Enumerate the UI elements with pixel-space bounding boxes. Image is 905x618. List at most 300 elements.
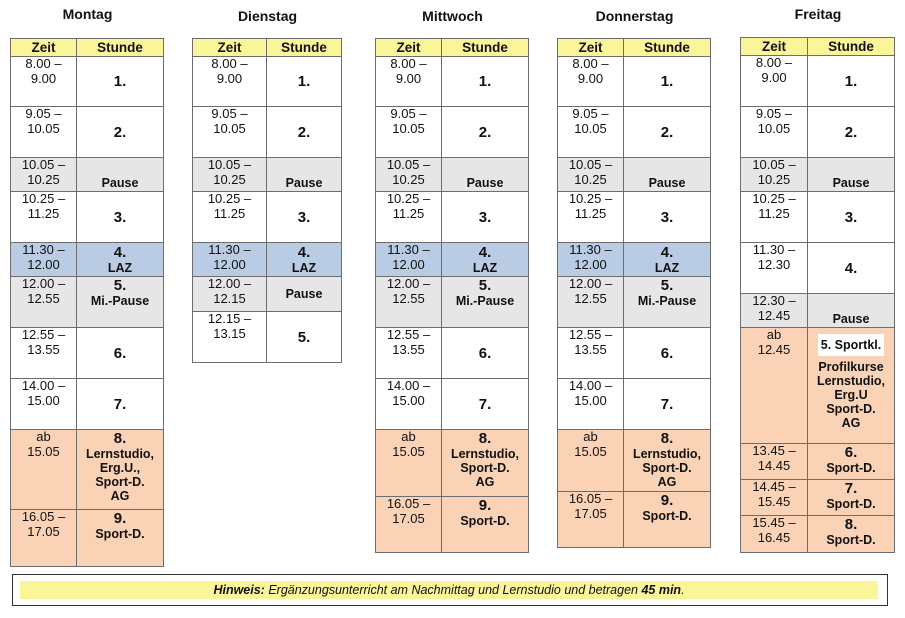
period-label: Pause <box>285 287 323 301</box>
time-cell <box>193 57 267 107</box>
time-line: 8.00 – <box>390 56 427 71</box>
time-cell <box>11 328 77 379</box>
time-line: 13.15 <box>213 325 246 341</box>
time-line: 10.25 <box>574 171 607 187</box>
period-label: Erg.U <box>834 388 868 402</box>
period-row <box>741 107 895 158</box>
time-line: 12.55 – <box>21 327 66 342</box>
period-row <box>11 192 164 243</box>
period-row <box>558 277 711 328</box>
period-row <box>376 379 529 430</box>
time-cell <box>11 192 77 243</box>
period-number: 4. <box>844 259 858 277</box>
time-line: 8.00 – <box>572 56 609 71</box>
period-row <box>11 243 164 277</box>
period-cell <box>267 312 342 363</box>
header-row <box>11 39 164 57</box>
period-cell <box>267 57 342 107</box>
period-number: 2. <box>478 123 492 141</box>
time-line: 8.00 – <box>211 56 248 71</box>
time-line: 9.05 – <box>390 106 427 121</box>
time-line: ab <box>36 429 51 444</box>
period-number: 2. <box>660 123 674 141</box>
header-row <box>193 39 342 57</box>
period-row <box>376 328 529 379</box>
time-line: 10.05 <box>213 120 246 136</box>
period-label: Erg.U., <box>99 461 141 475</box>
period-number: 1. <box>844 72 858 90</box>
time-line: 10.25 – <box>21 191 66 206</box>
hint-end: . <box>681 583 685 597</box>
period-number: 4. <box>113 244 127 261</box>
period-number: 6. <box>113 344 127 362</box>
time-line: 16.05 – <box>386 496 431 511</box>
time-line: 12.00 – <box>21 276 66 291</box>
period-row <box>376 243 529 277</box>
period-label: Mi.-Pause <box>637 294 697 308</box>
period-cell <box>442 497 529 553</box>
period-number: 9. <box>113 510 127 527</box>
time-line: 12.45 <box>757 341 791 357</box>
period-cell <box>77 510 164 567</box>
period-row <box>193 107 342 158</box>
period-label: Sport-D. <box>460 461 510 475</box>
period-row <box>11 57 164 107</box>
period-number: 1. <box>297 73 311 90</box>
time-line: 12.55 – <box>386 327 431 342</box>
period-number: 2. <box>297 123 311 141</box>
time-cell <box>741 243 808 294</box>
time-cell <box>741 516 808 553</box>
period-label: Lernstudio, <box>632 447 702 461</box>
period-row <box>741 243 895 294</box>
time-cell <box>558 430 624 492</box>
time-cell <box>193 243 267 277</box>
time-line: ab <box>766 327 782 342</box>
time-line: 11.25 <box>27 205 60 221</box>
time-cell <box>741 480 808 516</box>
period-number: 6. <box>844 444 858 461</box>
time-line: 15.05 <box>392 443 425 459</box>
time-line: 13.45 – <box>752 443 796 458</box>
time-line: 12.45 <box>757 307 791 323</box>
time-line: 14.00 – <box>386 378 431 393</box>
hint-label: Hinweis: <box>213 583 265 597</box>
period-number: 6. <box>660 344 674 362</box>
period-cell <box>624 158 711 192</box>
period-label: AG <box>841 416 861 430</box>
header-row <box>558 39 711 57</box>
time-cell <box>558 328 624 379</box>
time-line: 10.05 – <box>207 157 252 172</box>
time-line: 15.05 <box>574 443 607 459</box>
time-line: 9.05 – <box>25 106 62 121</box>
time-line: 15.00 <box>27 392 60 408</box>
time-line: 14.45 <box>757 457 791 473</box>
hint-banner <box>20 581 878 599</box>
period-row <box>741 480 895 516</box>
period-number: 5. <box>297 328 311 346</box>
time-line: 12.55 <box>574 290 607 306</box>
period-cell <box>442 328 529 379</box>
period-row <box>193 192 342 243</box>
time-line: 14.00 – <box>21 378 66 393</box>
period-number: 7. <box>478 395 492 413</box>
period-number: 2. <box>113 123 127 141</box>
period-number: 7. <box>844 480 858 497</box>
time-line: 10.05 – <box>568 157 613 172</box>
time-line: 10.05 <box>757 120 791 136</box>
period-label: Pause <box>648 176 686 190</box>
time-line: 14.45 – <box>752 479 796 494</box>
time-line: 12.55 <box>27 290 60 306</box>
time-line: 16.05 – <box>568 491 613 506</box>
period-label: Lernstudio, <box>816 374 886 388</box>
period-row <box>11 277 164 328</box>
time-line: 15.45 <box>757 493 791 509</box>
period-cell <box>267 192 342 243</box>
time-line: 13.55 <box>574 341 607 357</box>
period-cell <box>808 243 895 294</box>
period-cell <box>442 192 529 243</box>
period-label: AG <box>110 489 130 503</box>
header-zeit: Zeit <box>376 39 442 57</box>
time-cell <box>11 57 77 107</box>
period-row <box>376 158 529 192</box>
time-cell <box>741 56 808 107</box>
period-label: Pause <box>285 176 323 190</box>
period-row <box>741 56 895 107</box>
time-cell <box>376 192 442 243</box>
period-row <box>741 158 895 192</box>
period-number: 5. <box>478 277 492 294</box>
period-number: 8. <box>113 430 127 447</box>
time-line: 12.15 – <box>207 311 252 326</box>
period-label: LAZ <box>107 261 133 275</box>
period-cell <box>808 158 895 192</box>
time-cell <box>741 294 808 328</box>
period-row <box>741 294 895 328</box>
time-line: 11.25 <box>392 205 425 221</box>
time-line: 10.25 – <box>752 191 796 206</box>
time-cell <box>193 107 267 158</box>
period-number: 5. <box>660 277 674 294</box>
time-cell <box>11 243 77 277</box>
time-line: 17.05 <box>392 510 425 526</box>
time-line: 10.05 – <box>21 157 66 172</box>
period-cell <box>77 243 164 277</box>
period-row <box>11 158 164 192</box>
period-row <box>11 510 164 567</box>
time-line: ab <box>583 429 598 444</box>
day-title: Dienstag <box>237 8 298 24</box>
time-cell <box>11 430 77 510</box>
period-number: 3. <box>297 208 311 226</box>
period-cell <box>442 379 529 430</box>
period-cell <box>624 492 711 548</box>
time-line: 17.05 <box>574 505 607 521</box>
time-line: 12.30 – <box>752 293 796 308</box>
period-label: Sport-D. <box>460 514 510 528</box>
period-number: 4. <box>297 244 311 261</box>
time-line: 16.05 – <box>21 509 66 524</box>
period-row <box>376 277 529 328</box>
time-cell <box>558 379 624 430</box>
hint-duration: 45 min <box>641 583 682 597</box>
time-line: 10.25 <box>757 171 791 187</box>
time-cell <box>558 107 624 158</box>
period-label: Sport-D. <box>95 527 145 541</box>
period-cell <box>77 430 164 510</box>
period-number: 7. <box>660 395 674 413</box>
period-row <box>558 492 711 548</box>
time-line: 9.00 <box>30 70 57 86</box>
time-line: 11.25 <box>758 205 790 221</box>
period-cell <box>624 430 711 492</box>
period-cell <box>808 328 895 444</box>
period-number: 2. <box>844 123 858 141</box>
time-line: 12.00 <box>213 256 246 272</box>
period-number: 3. <box>844 208 858 226</box>
time-cell <box>193 158 267 192</box>
header-zeit: Zeit <box>741 38 808 56</box>
period-row <box>376 430 529 497</box>
period-number: 1. <box>113 73 127 90</box>
time-line: 10.25 <box>392 171 425 187</box>
time-line: 9.00 <box>577 70 604 86</box>
schedule-table <box>375 38 529 553</box>
time-line: 9.00 <box>216 70 243 86</box>
time-line: 12.55 – <box>568 327 613 342</box>
time-line: 10.05 – <box>752 157 796 172</box>
period-label: Mi.-Pause <box>455 294 515 308</box>
time-cell <box>558 192 624 243</box>
time-line: 17.05 <box>27 523 60 539</box>
period-row <box>193 243 342 277</box>
time-cell <box>376 243 442 277</box>
period-label: Pause <box>832 176 870 190</box>
header-stunde: Stunde <box>77 39 164 57</box>
period-number: 5. <box>113 277 127 294</box>
period-cell <box>267 243 342 277</box>
period-label: Pause <box>101 176 139 190</box>
time-line: 14.00 – <box>568 378 613 393</box>
period-cell <box>77 192 164 243</box>
sportklasse-label: 5. Sportkl. <box>818 334 884 356</box>
period-label: Profilkurse <box>818 360 884 374</box>
period-label: Lernstudio, <box>450 447 520 461</box>
period-cell <box>267 158 342 192</box>
period-label: LAZ <box>291 261 317 275</box>
time-line: 15.00 <box>574 392 607 408</box>
period-cell <box>442 430 529 497</box>
time-line: 11.30 – <box>387 242 430 257</box>
period-cell <box>624 243 711 277</box>
header-row <box>376 39 529 57</box>
period-number: 9. <box>660 492 674 509</box>
time-cell <box>11 277 77 328</box>
time-cell <box>558 158 624 192</box>
time-line: 12.00 <box>392 256 425 272</box>
period-cell <box>442 158 529 192</box>
period-row <box>558 158 711 192</box>
time-cell <box>376 497 442 553</box>
time-cell <box>376 158 442 192</box>
time-line: ab <box>401 429 416 444</box>
schedule-table <box>557 38 711 548</box>
period-number: 9. <box>478 497 492 514</box>
period-row <box>558 430 711 492</box>
period-label: LAZ <box>472 261 498 275</box>
time-line: 12.00 <box>27 256 60 272</box>
period-row <box>741 328 895 444</box>
period-row <box>558 57 711 107</box>
time-cell <box>741 328 808 444</box>
time-line: 12.00 – <box>386 276 431 291</box>
period-number: 4. <box>660 244 674 261</box>
time-line: 9.00 <box>395 70 422 86</box>
period-cell <box>624 328 711 379</box>
period-label: Sport-D. <box>826 497 876 511</box>
time-cell <box>558 243 624 277</box>
period-row <box>376 192 529 243</box>
period-cell <box>77 107 164 158</box>
time-cell <box>376 277 442 328</box>
header-zeit: Zeit <box>11 39 77 57</box>
period-cell <box>442 107 529 158</box>
time-line: 10.25 – <box>207 191 252 206</box>
period-cell <box>808 480 895 516</box>
period-cell <box>77 379 164 430</box>
period-row <box>193 277 342 312</box>
time-line: 11.30 – <box>569 242 612 257</box>
period-number: 4. <box>478 244 492 261</box>
time-cell <box>376 57 442 107</box>
period-cell <box>624 379 711 430</box>
period-cell <box>77 328 164 379</box>
period-label: LAZ <box>654 261 680 275</box>
time-cell <box>193 192 267 243</box>
time-line: 10.25 <box>27 171 60 187</box>
time-cell <box>376 107 442 158</box>
time-cell <box>193 312 267 363</box>
period-cell <box>624 57 711 107</box>
time-line: 16.45 <box>757 529 791 545</box>
period-row <box>11 379 164 430</box>
period-cell <box>808 107 895 158</box>
period-cell <box>77 277 164 328</box>
period-number: 8. <box>844 516 858 533</box>
time-cell <box>558 277 624 328</box>
period-row <box>558 107 711 158</box>
period-label: AG <box>657 475 677 489</box>
time-line: 15.05 <box>27 443 60 459</box>
period-number: 6. <box>478 344 492 362</box>
time-line: 10.05 <box>27 120 60 136</box>
period-label: Sport-D. <box>642 461 692 475</box>
period-number: 1. <box>478 73 492 90</box>
period-cell <box>808 192 895 243</box>
time-line: 11.30 – <box>208 242 251 257</box>
period-row <box>376 57 529 107</box>
period-row <box>376 497 529 553</box>
period-number: 3. <box>660 208 674 226</box>
time-line: 12.55 <box>392 290 425 306</box>
period-row <box>11 430 164 510</box>
time-line: 13.55 <box>392 341 425 357</box>
header-stunde: Stunde <box>267 39 342 57</box>
hint-text: Ergänzungsunterricht am Nachmittag und Lernstudio und betragen <box>264 583 642 597</box>
period-label: Sport-D. <box>642 509 692 523</box>
time-line: 11.30 – <box>22 242 65 257</box>
period-cell <box>808 294 895 328</box>
period-label: Mi.-Pause <box>90 294 150 308</box>
time-cell <box>741 192 808 243</box>
time-line: 10.25 – <box>386 191 431 206</box>
period-label: Sport-D. <box>826 533 876 547</box>
period-label: Lernstudio, <box>85 447 155 461</box>
period-cell <box>442 277 529 328</box>
time-line: 12.00 – <box>568 276 613 291</box>
period-row <box>558 379 711 430</box>
time-line: 12.00 – <box>207 276 252 291</box>
period-label: Pause <box>832 312 870 326</box>
period-row <box>193 57 342 107</box>
period-row <box>558 243 711 277</box>
period-cell <box>77 57 164 107</box>
header-stunde: Stunde <box>442 39 529 57</box>
header-stunde: Stunde <box>624 39 711 57</box>
period-row <box>558 328 711 379</box>
schedule-table <box>740 37 895 553</box>
period-cell <box>808 56 895 107</box>
period-row <box>11 107 164 158</box>
time-line: 13.55 <box>27 341 60 357</box>
period-row <box>11 328 164 379</box>
time-cell <box>376 379 442 430</box>
time-line: 11.30 – <box>752 242 796 257</box>
time-cell <box>741 158 808 192</box>
period-number: 7. <box>113 395 127 413</box>
sportklasse-box <box>808 328 894 360</box>
period-cell <box>808 516 895 553</box>
time-line: 9.05 – <box>572 106 609 121</box>
time-line: 10.05 – <box>386 157 431 172</box>
time-line: 10.05 <box>392 120 425 136</box>
time-line: 12.15 <box>213 290 246 306</box>
time-line: 10.05 <box>574 120 607 136</box>
period-cell <box>624 107 711 158</box>
period-cell <box>267 277 342 312</box>
time-line: 9.00 <box>761 69 787 85</box>
time-line: 11.25 <box>213 205 246 221</box>
time-line: 12.00 <box>574 256 607 272</box>
period-label: Pause <box>466 176 504 190</box>
period-number: 8. <box>660 430 674 447</box>
time-cell <box>11 510 77 567</box>
time-line: 12.30 <box>757 256 791 272</box>
time-line: 10.25 <box>213 171 246 187</box>
period-number: 1. <box>660 73 674 90</box>
time-line: 15.45 – <box>752 515 796 530</box>
period-cell <box>624 277 711 328</box>
period-row <box>741 444 895 480</box>
period-cell <box>77 158 164 192</box>
time-cell <box>376 328 442 379</box>
time-cell <box>193 277 267 312</box>
time-cell <box>741 107 808 158</box>
header-stunde: Stunde <box>808 38 895 56</box>
